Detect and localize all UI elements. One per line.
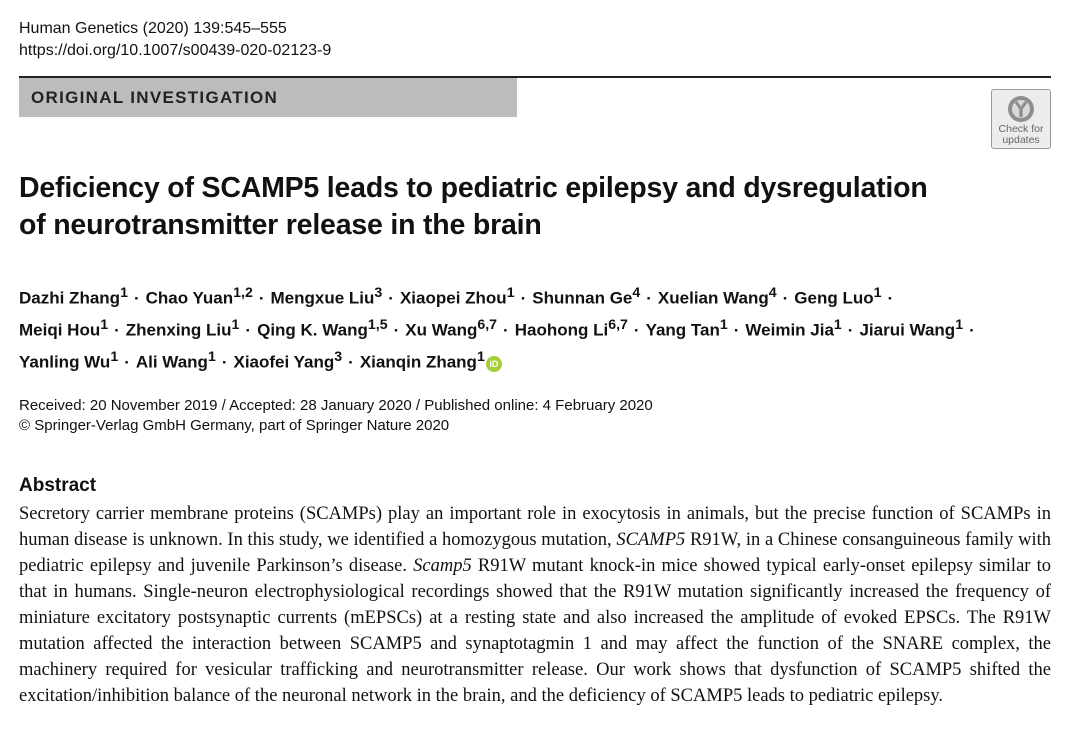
copyright-notice: © Springer-Verlag GmbH Germany, part of Springer Nature 2020 <box>19 417 450 434</box>
author-affiliation: 4 <box>768 285 777 301</box>
abstract-text-1: Secretory carrier membrane proteins (SCAMPs) play an important role in exocytosis in animals, but the precise function of SCAMPs in human disease is unknown. In this study, we identified a homozygous mutation, <box>19 504 1051 550</box>
author-affiliation: 3 <box>334 349 343 366</box>
abstract-text-2: R91W, in a Chinese consanguineous family with pediatric epilepsy and juvenile Parkinson’s disease. <box>19 530 1051 576</box>
author-affiliation: 1 <box>873 285 882 301</box>
author-affiliation: 1 <box>719 317 728 334</box>
author-affiliation: 1 <box>506 285 515 301</box>
publication-history <box>19 396 653 436</box>
author-separator: · <box>969 320 975 340</box>
author-separator: · <box>114 320 120 340</box>
author-affiliation: 1 <box>833 317 842 334</box>
author-separator: · <box>520 288 527 308</box>
author-affiliation: 1,5 <box>367 317 388 334</box>
author-affiliation: 1 <box>120 285 128 301</box>
author-name[interactable]: Mengxue Liu <box>270 288 375 308</box>
author-name[interactable]: Shunnan Ge <box>532 288 633 308</box>
author-affiliation: 3 <box>374 285 383 301</box>
title-line-2: of neurotransmitter release in the brain <box>19 209 542 241</box>
abstract-body <box>19 501 1051 709</box>
article-title <box>19 170 1019 244</box>
check-for-updates-badge[interactable] <box>991 89 1051 149</box>
author-affiliation: 1 <box>110 349 119 366</box>
author-name[interactable]: Yang Tan <box>645 320 720 340</box>
author-separator: · <box>348 352 354 372</box>
author-separator: · <box>388 288 394 308</box>
author-name[interactable]: Qing K. Wang <box>257 320 368 340</box>
author-name[interactable]: Ali Wang <box>135 352 208 372</box>
author-name[interactable]: Jiarui Wang <box>859 320 956 340</box>
abstract-heading: Abstract <box>19 475 97 496</box>
abstract-text-3: R91W mutant knock-in mice showed typical early-onset epilepsy similar to that in humans. Single-neuron electrophysiological recordings showed that the R91W mutation significantly increased the frequency of miniature excitatory postsynaptic currents (mEPSCs) at a resting state and also increased the amplitude of evoked EPSCs. The R91W mutation affected the interaction between SCAMP5 and synaptotagmin 1 and may affect the function of the SNARE complex, the machinery required for vesicular trafficking and neurotransmitter release. Our work shows that dysfunction of SCAMP5 shifted the excitation/inhibition balance of the neuronal network in the brain, and the deficiency of SCAMP5 leads to pediatric epilepsy. <box>19 556 1052 706</box>
author-affiliation: 6,7 <box>608 317 628 334</box>
author-list <box>19 280 1059 376</box>
author-name[interactable]: Geng Luo <box>794 288 874 308</box>
author-affiliation: 1 <box>231 317 240 334</box>
history-dates: Received: 20 November 2019 / Accepted: 28 January 2020 / Published online: 4 February 2020 <box>19 397 653 414</box>
author-name[interactable]: Xu Wang <box>405 320 478 340</box>
author-separator: · <box>633 320 640 340</box>
author-separator: · <box>221 352 228 372</box>
author-name[interactable]: Chao Yuan <box>145 288 234 308</box>
author-separator: · <box>503 320 509 340</box>
author-separator: · <box>133 288 140 308</box>
author-name[interactable]: Xianqin Zhang <box>359 352 477 372</box>
gene-name-mouse: Scamp5 <box>413 556 472 576</box>
author-name[interactable]: Haohong Li <box>514 320 609 340</box>
author-affiliation: 4 <box>632 285 641 301</box>
journal-header <box>19 18 331 62</box>
gene-name-human: SCAMP5 <box>616 530 686 550</box>
author-separator: · <box>258 288 265 308</box>
author-name[interactable]: Dazhi Zhang <box>19 288 121 308</box>
article-type-banner: ORIGINAL INVESTIGATION <box>19 78 517 117</box>
author-separator: · <box>245 320 252 340</box>
author-affiliation: 1 <box>100 317 109 334</box>
author-separator: · <box>887 288 894 308</box>
author-name[interactable]: Yanling Wu <box>19 352 111 372</box>
author-separator: · <box>782 288 789 308</box>
check-updates-icon <box>1006 94 1036 124</box>
title-line-1: Deficiency of SCAMP5 leads to pediatric epilepsy and dysregulation <box>19 172 928 204</box>
author-name[interactable]: Xiaofei Yang <box>233 352 335 372</box>
author-name[interactable]: Xiaopei Zhou <box>399 288 507 308</box>
author-name[interactable]: Xuelian Wang <box>657 288 769 308</box>
author-separator: · <box>733 320 740 340</box>
author-separator: · <box>646 288 652 308</box>
author-affiliation: 1 <box>207 349 216 366</box>
author-affiliation: 1 <box>476 349 485 366</box>
author-affiliation: 1 <box>955 317 964 334</box>
author-separator: · <box>393 320 400 340</box>
orcid-icon[interactable]: iD <box>486 356 502 372</box>
author-name[interactable]: Zhenxing Liu <box>125 320 232 340</box>
check-updates-line2: updates <box>1002 134 1040 146</box>
author-name[interactable]: Weimin Jia <box>745 320 834 340</box>
author-name[interactable]: Meiqi Hou <box>19 320 101 340</box>
check-updates-line1: Check for <box>998 123 1044 135</box>
doi-link[interactable]: https://doi.org/10.1007/s00439-020-02123-9 <box>19 42 332 59</box>
author-affiliation: 1,2 <box>233 285 253 301</box>
author-separator: · <box>124 352 130 372</box>
author-affiliation: 6,7 <box>477 317 498 334</box>
author-separator: · <box>847 320 854 340</box>
journal-citation: Human Genetics (2020) 139:545–555 <box>19 20 287 37</box>
